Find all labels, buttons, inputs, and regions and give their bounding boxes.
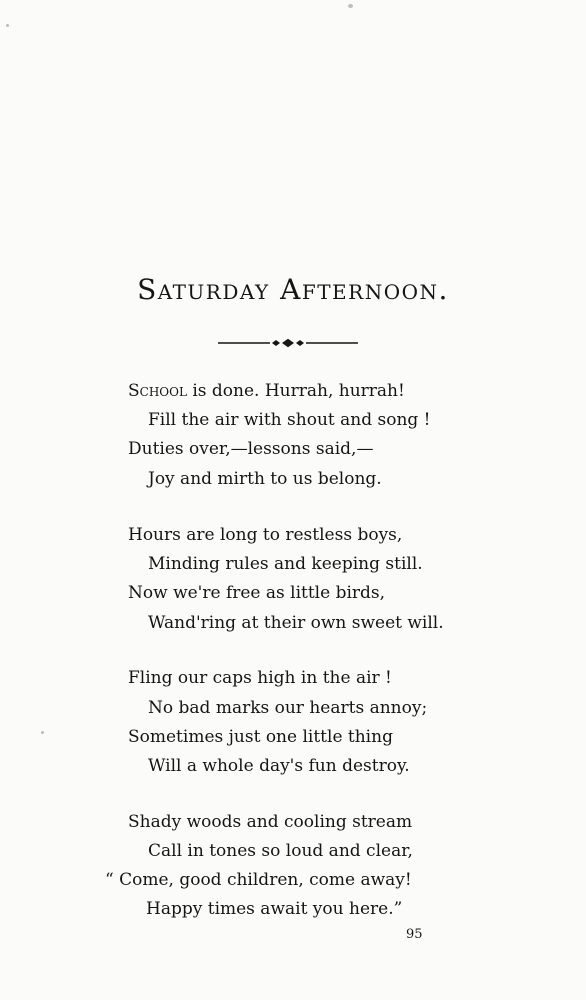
- poem-line: Call in tones so loud and clear,: [148, 841, 413, 861]
- line-rest: is done. Hurrah, hurrah!: [186, 381, 405, 401]
- poem-line: Hours are long to restless boys,: [128, 525, 403, 545]
- first-word: School: [128, 381, 187, 401]
- poem-line: Joy and mirth to us belong.: [148, 469, 382, 489]
- poem-line: Happy times await you here.”: [146, 899, 403, 919]
- poem-line: Wand'ring at their own sweet will.: [148, 613, 444, 633]
- poem-line: Minding rules and keeping still.: [148, 554, 423, 574]
- poem-line: Shady woods and cooling stream: [128, 812, 413, 832]
- poem-line: “ Come, good children, come away!: [105, 870, 412, 890]
- poem-line: Duties over,—lessons said,—: [128, 439, 374, 459]
- poem-line: [128, 380, 405, 402]
- poem-line: No bad marks our hearts annoy;: [148, 698, 428, 718]
- poem-title: Saturday Afternoon.: [137, 273, 449, 306]
- poem-line: Will a whole day's fun destroy.: [148, 756, 410, 776]
- poem-line: Fling our caps high in the air !: [128, 668, 392, 688]
- poem-line: Now we're free as little birds,: [128, 583, 386, 603]
- page-number: 95: [406, 927, 423, 942]
- poem-line: Sometimes just one little thing: [128, 727, 393, 747]
- poem-line: Fill the air with shout and song !: [148, 410, 431, 430]
